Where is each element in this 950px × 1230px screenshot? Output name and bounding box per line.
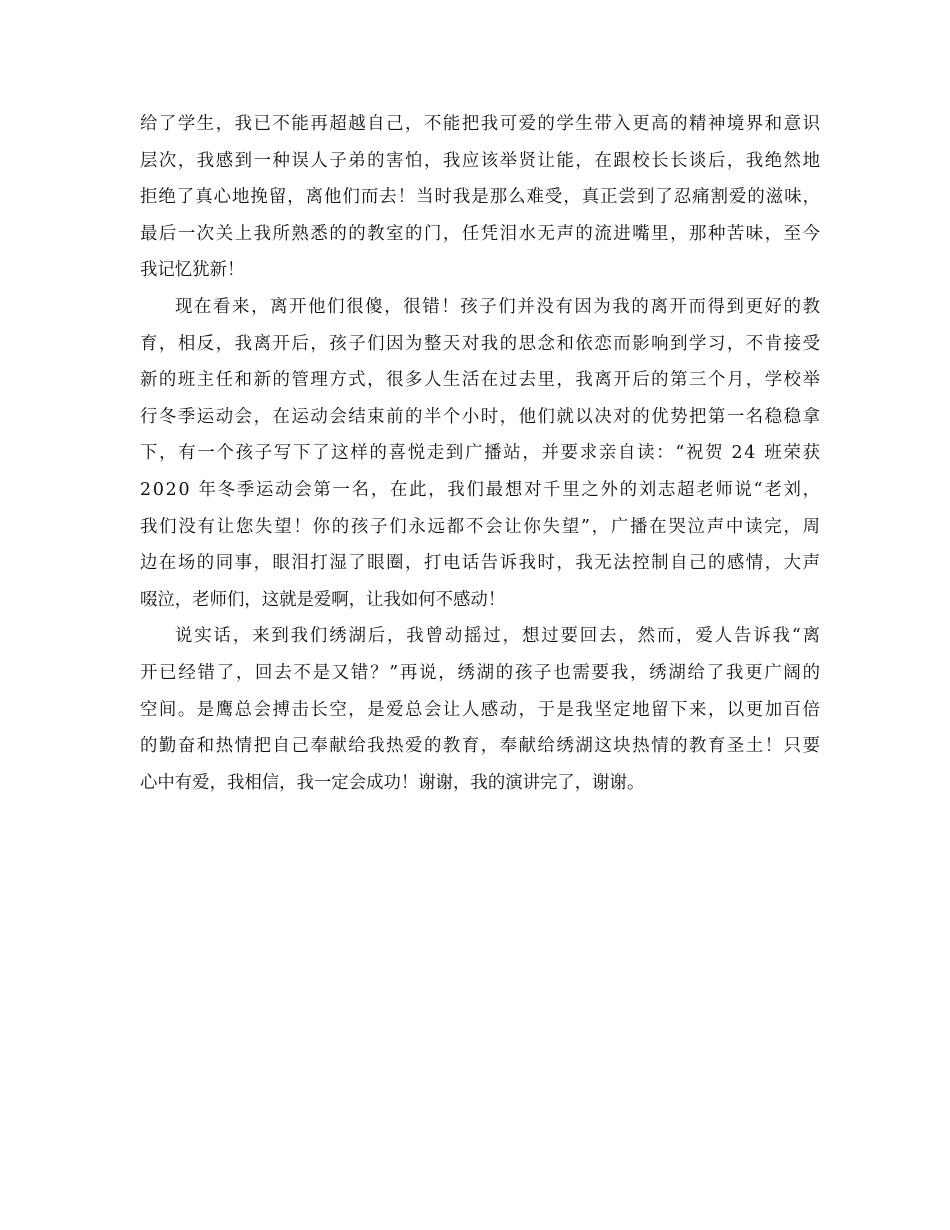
- line-text: 育，相反，我离开后，孩子们因为整天对我的思念和依恋而影响到学习，不肯接受: [140, 333, 822, 354]
- text-line: [140, 106, 820, 143]
- text-line: [140, 399, 820, 436]
- line-text: 最后一次关上我所熟悉的的教室的门，任凭泪水无声的流进嘴里，那种苦味，至今: [140, 223, 822, 244]
- text-line: [140, 509, 820, 546]
- line-text: 行冬季运动会，在运动会结束前的半个小时，他们就以决对的优势把第一名稳稳拿: [140, 406, 822, 427]
- text-line: [140, 618, 820, 655]
- line-text: 啜泣，老师们，这就是爱啊，让我如何不感动！: [140, 589, 506, 610]
- text-line: [140, 179, 820, 216]
- line-text: 2020 年冬季运动会第一名，在此，我们最想对千里之外的刘志超老师说“老刘，: [140, 479, 822, 500]
- text-line: [140, 655, 820, 692]
- line-text: 拒绝了真心地挽留，离他们而去！当时我是那么难受，真正尝到了忍痛割爱的滋味，: [140, 187, 822, 208]
- text-line: [140, 289, 820, 326]
- line-text: 层次，我感到一种误人子弟的害怕，我应该举贤让能，在跟校长长谈后，我绝然地: [140, 150, 822, 171]
- text-line: [140, 692, 820, 729]
- text-line: [140, 435, 820, 472]
- text-line: [140, 765, 820, 802]
- speech-text: [140, 106, 820, 801]
- line-text: 开已经错了，回去不是又错？”再说，绣湖的孩子也需要我，绣湖给了我更广阔的: [140, 662, 822, 683]
- text-line: [140, 216, 820, 253]
- line-text: 边在场的同事，眼泪打湿了眼圈，打电话告诉我时，我无法控制自己的感情，大声: [140, 553, 822, 574]
- line-text: 心中有爱，我相信，我一定会成功！谢谢，我的演讲完了，谢谢。: [140, 772, 645, 793]
- line-text: 我记忆犹新！: [140, 260, 245, 281]
- line-text: 下，有一个孩子写下了这样的喜悦走到广播站，并要求亲自读：“祝贺 24 班荣获: [140, 443, 822, 464]
- text-line: [140, 582, 820, 619]
- line-text: 给了学生，我已不能再超越自己，不能把我可爱的学生带入更高的精神境界和意识: [140, 114, 822, 134]
- text-line: [140, 252, 820, 289]
- text-line: [140, 545, 820, 582]
- line-text: 新的班主任和新的管理方式，很多人生活在过去里，我离开后的第三个月，学校举: [140, 370, 822, 391]
- text-line: [140, 472, 820, 509]
- line-text: 的勤奋和热情把自己奉献给我热爱的教育，奉献给绣湖这块热情的教育圣土！只要: [140, 736, 822, 757]
- line-text: 空间。是鹰总会搏击长空，是爱总会让人感动，于是我坚定地留下来，以更加百倍: [140, 699, 822, 720]
- line-text: 我们没有让您失望！你的孩子们永远都不会让你失望”，广播在哭泣声中读完，周: [140, 516, 822, 537]
- text-line: [140, 728, 820, 765]
- line-text: 现在看来，离开他们很傻，很错！孩子们并没有因为我的离开而得到更好的教: [175, 296, 822, 317]
- text-line: [140, 143, 820, 180]
- text-line: [140, 326, 820, 363]
- line-text: 说实话，来到我们绣湖后，我曾动摇过，想过要回去，然而，爱人告诉我“离: [175, 626, 822, 647]
- text-line: [140, 362, 820, 399]
